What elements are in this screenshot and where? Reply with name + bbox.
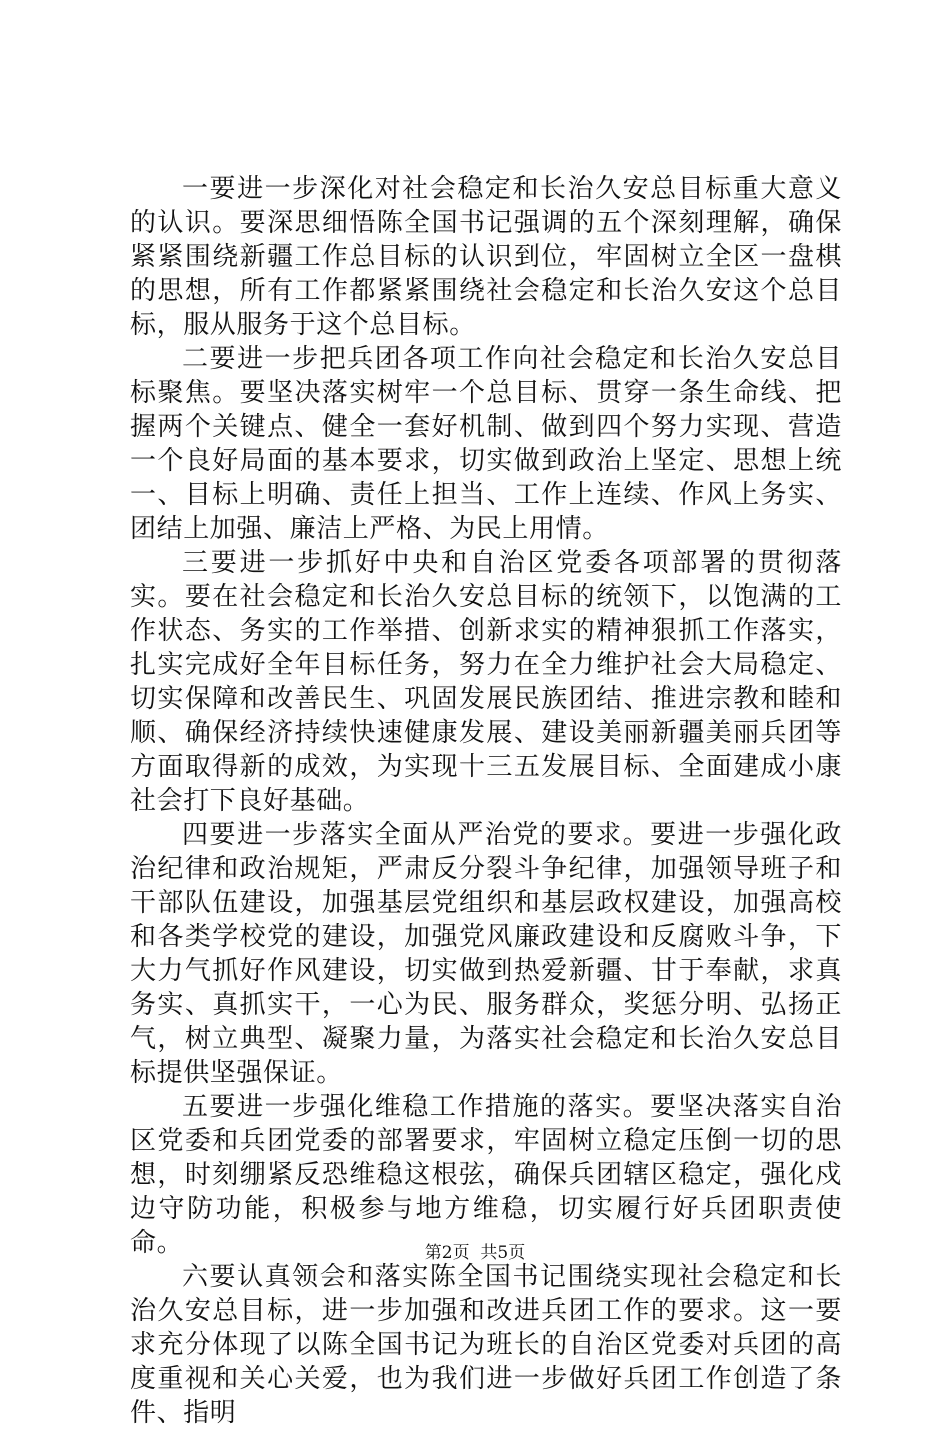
page-footer [0, 1242, 950, 1264]
paragraph-2: 二要进一步把兵团各项工作向社会稳定和长治久安总目标聚焦。要坚决落实树牢一个总目标、贯穿一条生命线、把握两个关键点、健全一套好机制、做到四个努力实现、营造一个良好局面的基本要求，切实做到政治上坚定、思想上统一、目标上明确、责任上担当、工作上连续、作风上务实、团结上加强、廉洁上严格、为民上用情。 [130, 344, 842, 544]
paragraph-5: 五要进一步强化维稳工作措施的落实。要坚决落实自治区党委和兵团党委的部署要求，牢固树立稳定压倒一切的思想，时刻绷紧反恐维稳这根弦，确保兵团辖区稳定，强化戍边守防功能，积极参与地方维稳，切实履行好兵团职责使命。 [130, 1092, 842, 1258]
paragraph-6: 六要认真领会和落实陈全国书记围绕实现社会稳定和长治久安总目标，进一步加强和改进兵团工作的要求。这一要求充分体现了以陈全国书记为班长的自治区党委对兵团的高度重视和关心关爱，也为我们进一步做好兵团工作创造了条件、指明 [130, 1262, 842, 1428]
paragraph-3: 三要进一步抓好中央和自治区党委各项部署的贯彻落实。要在社会稳定和长治久安总目标的统领下，以饱满的工作状态、务实的工作举措、创新求实的精神狠抓工作落实，扎实完成好全年目标任务，努力在全力维护社会大局稳定、切实保障和改善民生、巩固发展民族团结、推进宗教和睦和顺、确保经济持续快速健康发展、建设美丽新疆美丽兵团等方面取得新的成效，为实现十三五发展目标、全面建成小康社会打下良好基础。 [130, 548, 842, 816]
page-number: 第2页 共5页 [424, 1243, 526, 1263]
paragraph-4: 四要进一步落实全面从严治党的要求。要进一步强化政治纪律和政治规矩，严肃反分裂斗争纪律，加强领导班子和干部队伍建设，加强基层党组织和基层政权建设，加强高校和各类学校党的建设，加强党风廉政建设和反腐败斗争，下大力气抓好作风建设，切实做到热爱新疆、甘于奉献，求真务实、真抓实干，一心为民、服务群众，奖惩分明、弘扬正气，树立典型、凝聚力量，为落实社会稳定和长治久安总目标提供坚强保证。 [130, 820, 842, 1088]
paragraph-1: 一要进一步深化对社会稳定和长治久安总目标重大意义的认识。要深思细悟陈全国书记强调的五个深刻理解，确保紧紧围绕新疆工作总目标的认识到位，牢固树立全区一盘棋的思想，所有工作都紧紧围绕社会稳定和长治久安这个总目标，服从服务于这个总目标。 [130, 174, 842, 340]
